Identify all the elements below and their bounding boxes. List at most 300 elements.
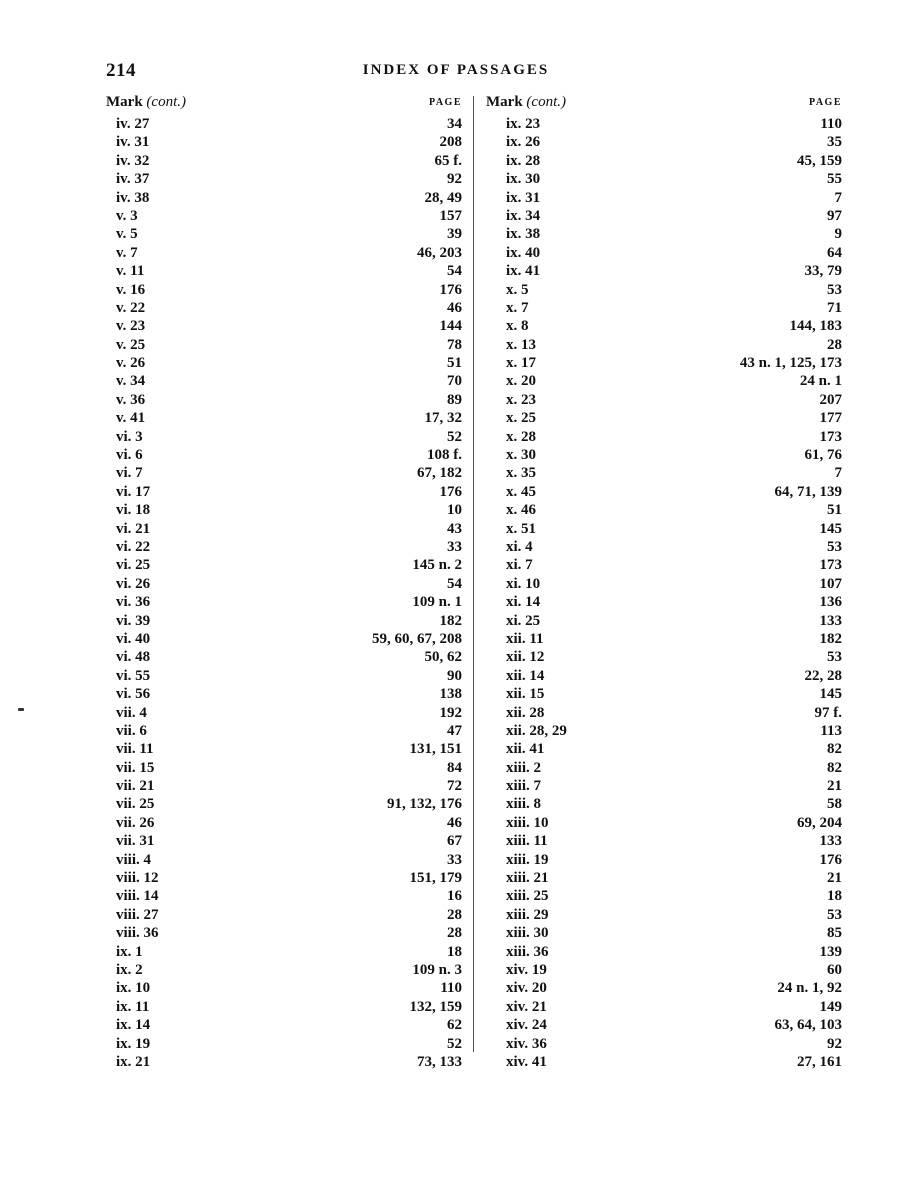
page-reference: 82	[827, 759, 842, 776]
page-reference: 136	[819, 594, 842, 611]
passage-reference: v. 3	[116, 207, 138, 224]
index-entry	[106, 1054, 462, 1072]
page-reference: 16	[447, 888, 462, 905]
index-entry	[106, 484, 462, 502]
index-entry	[486, 870, 842, 888]
passage-reference: v. 16	[116, 281, 146, 298]
page-reference: 24 n. 1, 92	[777, 980, 842, 997]
passage-reference: xii. 41	[506, 741, 545, 758]
passage-reference: ix. 19	[116, 1035, 151, 1052]
passage-reference: v. 36	[116, 391, 146, 408]
passage-reference: vii. 6	[116, 722, 147, 739]
page-reference: 91, 132, 176	[387, 796, 462, 813]
passage-reference: vi. 40	[116, 630, 151, 647]
index-entry	[106, 594, 462, 612]
page-reference: 133	[819, 612, 842, 629]
index-entry	[486, 134, 842, 152]
index-entry	[486, 999, 842, 1017]
passage-reference: vi. 18	[116, 502, 151, 519]
index-entry	[106, 796, 462, 814]
index-entry	[106, 631, 462, 649]
passage-reference: v. 34	[116, 373, 146, 390]
index-entry	[486, 815, 842, 833]
index-entry	[106, 263, 462, 281]
page-reference: 97	[827, 207, 842, 224]
page-reference: 107	[819, 575, 842, 592]
passage-reference: ix. 31	[506, 189, 541, 206]
index-entry	[486, 484, 842, 502]
passage-reference: v. 26	[116, 355, 146, 372]
page-reference: 61, 76	[804, 447, 842, 464]
index-entry	[106, 613, 462, 631]
column-title-book: Mark	[486, 94, 523, 110]
page-reference: 24 n. 1	[799, 373, 842, 390]
passage-reference: xi. 4	[506, 538, 533, 555]
index-entry	[486, 392, 842, 410]
page-reference: 46	[447, 814, 462, 831]
passage-reference: xiii. 19	[506, 851, 549, 868]
index-entry	[106, 668, 462, 686]
page-reference: 110	[820, 116, 842, 132]
page-reference: 78	[447, 336, 462, 353]
passage-reference: vi. 48	[116, 649, 151, 666]
page-reference: 65 f.	[434, 152, 462, 169]
passage-reference: x. 28	[506, 428, 536, 445]
page-reference: 182	[439, 612, 462, 629]
index-entries	[486, 116, 842, 1072]
passage-reference: vi. 36	[116, 594, 151, 611]
column-header	[106, 94, 462, 116]
index-entry	[106, 502, 462, 520]
page-reference: 28	[447, 906, 462, 923]
index-column-right	[486, 94, 842, 1072]
index-entry	[486, 631, 842, 649]
page-reference: 173	[819, 557, 842, 574]
index-entry	[486, 465, 842, 483]
page-reference: 72	[447, 778, 462, 795]
passage-reference: vii. 4	[116, 704, 147, 721]
index-entry	[106, 852, 462, 870]
page-reference: 176	[439, 281, 462, 298]
page-reference: 7	[834, 465, 842, 482]
page-reference: 17, 32	[424, 410, 462, 427]
index-entry	[486, 649, 842, 667]
index-entry	[106, 392, 462, 410]
page-reference: 132, 159	[409, 998, 462, 1015]
index-entry	[106, 686, 462, 704]
passage-reference: x. 25	[506, 410, 536, 427]
passage-reference: xi. 10	[506, 575, 541, 592]
page-reference: 139	[819, 943, 842, 960]
index-entry	[106, 171, 462, 189]
page-reference: 60	[827, 961, 842, 978]
passage-reference: ix. 14	[116, 1017, 151, 1034]
page-reference: 39	[447, 226, 462, 243]
index-entry	[106, 373, 462, 391]
page-reference: 53	[827, 538, 842, 555]
page-reference: 53	[827, 906, 842, 923]
passage-reference: x. 17	[506, 355, 536, 372]
index-entry	[106, 318, 462, 336]
passage-reference: ix. 34	[506, 207, 541, 224]
index-entry	[486, 208, 842, 226]
page-reference: 92	[447, 171, 462, 188]
page-reference: 28, 49	[424, 189, 462, 206]
page-reference: 33	[447, 851, 462, 868]
index-entry	[486, 1036, 842, 1054]
page-reference: 21	[827, 870, 842, 887]
index-entry	[106, 465, 462, 483]
index-entry	[486, 741, 842, 759]
column-divider	[473, 96, 474, 1052]
page-reference: 34	[447, 116, 462, 132]
page-reference: 21	[827, 778, 842, 795]
passage-reference: x. 5	[506, 281, 529, 298]
passage-reference: v. 7	[116, 244, 138, 261]
page-reference: 131, 151	[409, 741, 462, 758]
page-reference: 9	[834, 226, 842, 243]
passage-reference: xiii. 7	[506, 778, 542, 795]
index-entry	[106, 907, 462, 925]
passage-reference: ix. 40	[506, 244, 541, 261]
page-reference: 97 f.	[814, 704, 842, 721]
passage-reference: ix. 26	[506, 134, 541, 151]
page-reference: 18	[827, 888, 842, 905]
page-reference: 82	[827, 741, 842, 758]
passage-reference: vi. 22	[116, 538, 151, 555]
page-reference: 192	[439, 704, 462, 721]
page-reference: 45, 159	[797, 152, 842, 169]
passage-reference: xiv. 36	[506, 1035, 547, 1052]
passage-reference: x. 13	[506, 336, 536, 353]
passage-reference: iv. 27	[116, 116, 150, 132]
passage-reference: xiii. 30	[506, 925, 549, 942]
page-reference: 54	[447, 575, 462, 592]
page-reference: 109 n. 3	[412, 961, 462, 978]
passage-reference: ix. 23	[506, 116, 541, 132]
passage-reference: x. 7	[506, 299, 529, 316]
index-entry	[486, 282, 842, 300]
page-reference: 51	[447, 355, 462, 372]
page-reference: 108 f.	[427, 447, 462, 464]
index-column-left	[106, 94, 462, 1072]
passage-reference: xiv. 41	[506, 1053, 547, 1070]
page-reference: 70	[447, 373, 462, 390]
index-entry	[486, 521, 842, 539]
page-reference: 109 n. 1	[412, 594, 462, 611]
index-entry	[486, 852, 842, 870]
index-entry	[486, 300, 842, 318]
page-reference: 133	[819, 833, 842, 850]
index-entry	[106, 539, 462, 557]
page-reference: 10	[447, 502, 462, 519]
page-reference: 53	[827, 649, 842, 666]
page-reference: 46, 203	[417, 244, 462, 261]
passage-reference: ix. 1	[116, 943, 143, 960]
passage-reference: ix. 28	[506, 152, 541, 169]
passage-reference: vi. 6	[116, 447, 143, 464]
passage-reference: xiii. 10	[506, 814, 549, 831]
index-entry	[106, 190, 462, 208]
index-entry	[486, 833, 842, 851]
passage-reference: viii. 36	[116, 925, 159, 942]
index-entry	[106, 888, 462, 906]
index-entry	[106, 980, 462, 998]
passage-reference: x. 20	[506, 373, 536, 390]
passage-reference: x. 51	[506, 520, 536, 537]
passage-reference: xiii. 36	[506, 943, 549, 960]
page-reference: 22, 28	[804, 667, 842, 684]
index-entry	[486, 723, 842, 741]
passage-reference: ix. 11	[116, 998, 150, 1015]
page-reference: 113	[820, 722, 842, 739]
index-entry	[106, 282, 462, 300]
passage-reference: xiv. 21	[506, 998, 547, 1015]
page-reference: 89	[447, 391, 462, 408]
index-entry	[106, 962, 462, 980]
index-entry	[106, 944, 462, 962]
index-entry	[106, 760, 462, 778]
index-entry	[486, 116, 842, 134]
passage-reference: xii. 14	[506, 667, 545, 684]
index-entry	[486, 153, 842, 171]
passage-reference: xiii. 11	[506, 833, 548, 850]
index-entry	[106, 134, 462, 152]
index-entry	[486, 447, 842, 465]
page-reference: 67, 182	[417, 465, 462, 482]
index-entry	[486, 594, 842, 612]
passage-reference: xiii. 2	[506, 759, 542, 776]
index-entry	[486, 502, 842, 520]
index-entry	[486, 539, 842, 557]
index-entry	[106, 649, 462, 667]
index-entry	[486, 171, 842, 189]
index-entry	[106, 778, 462, 796]
passage-reference: xii. 28, 29	[506, 722, 567, 739]
passage-reference: vii. 26	[116, 814, 155, 831]
page-reference: 69, 204	[797, 814, 842, 831]
passage-reference: vi. 56	[116, 686, 151, 703]
passage-reference: xiii. 29	[506, 906, 549, 923]
page-reference: 47	[447, 722, 462, 739]
column-title-book: Mark	[106, 94, 143, 110]
page-reference: 71	[827, 299, 842, 316]
passage-reference: ix. 30	[506, 171, 541, 188]
index-entry	[486, 226, 842, 244]
page-reference: 64	[827, 244, 842, 261]
column-title	[486, 94, 566, 111]
passage-reference: xiv. 19	[506, 961, 547, 978]
index-entry	[486, 373, 842, 391]
page-reference: 149	[819, 998, 842, 1015]
index-entries	[106, 116, 462, 1072]
page-reference: 51	[827, 502, 842, 519]
index-entry	[106, 557, 462, 575]
page-reference: 55	[827, 171, 842, 188]
page-column-heading: PAGE	[808, 97, 842, 108]
passage-reference: v. 23	[116, 318, 146, 335]
index-entry	[106, 1036, 462, 1054]
index-entry	[486, 796, 842, 814]
passage-reference: xii. 28	[506, 704, 545, 721]
passage-reference: x. 35	[506, 465, 536, 482]
page-reference: 144, 183	[789, 318, 842, 335]
page-reference: 90	[447, 667, 462, 684]
passage-reference: xi. 14	[506, 594, 541, 611]
passage-reference: vi. 17	[116, 483, 151, 500]
running-title: INDEX OF PASSAGES	[362, 62, 550, 78]
passage-reference: v. 5	[116, 226, 138, 243]
page-reference: 208	[439, 134, 462, 151]
passage-reference: viii. 4	[116, 851, 152, 868]
index-entry	[486, 613, 842, 631]
page-reference: 7	[834, 189, 842, 206]
page-reference: 144	[439, 318, 462, 335]
passage-reference: viii. 27	[116, 906, 159, 923]
page-reference: 110	[440, 980, 462, 997]
passage-reference: vii. 21	[116, 778, 155, 795]
passage-reference: iv. 38	[116, 189, 150, 206]
index-entry	[486, 337, 842, 355]
passage-reference: xiii. 25	[506, 888, 549, 905]
page-reference: 182	[819, 630, 842, 647]
index-entry	[106, 300, 462, 318]
index-entry	[106, 925, 462, 943]
index-entry	[106, 337, 462, 355]
page-reference: 145	[819, 686, 842, 703]
index-entry	[486, 760, 842, 778]
page-reference: 151, 179	[409, 870, 462, 887]
index-entry	[486, 705, 842, 723]
passage-reference: ix. 21	[116, 1053, 151, 1070]
page-reference: 176	[439, 483, 462, 500]
page-reference: 138	[439, 686, 462, 703]
index-entry	[106, 833, 462, 851]
page-reference: 33, 79	[804, 263, 842, 280]
index-entry	[106, 245, 462, 263]
page-reference: 33	[447, 538, 462, 555]
page-reference: 62	[447, 1017, 462, 1034]
passage-reference: vi. 3	[116, 428, 143, 445]
passage-reference: x. 8	[506, 318, 529, 335]
passage-reference: v. 22	[116, 299, 146, 316]
index-entry	[486, 410, 842, 428]
passage-reference: ix. 38	[506, 226, 541, 243]
passage-reference: xii. 15	[506, 686, 545, 703]
page-reference: 64, 71, 139	[774, 483, 842, 500]
index-entry	[106, 576, 462, 594]
index-entry	[106, 741, 462, 759]
index-entry	[106, 705, 462, 723]
page-reference: 63, 64, 103	[774, 1017, 842, 1034]
passage-reference: v. 41	[116, 410, 146, 427]
column-title-cont: (cont.)	[526, 94, 566, 110]
passage-reference: iv. 32	[116, 152, 150, 169]
page-reference: 52	[447, 428, 462, 445]
page-reference: 28	[447, 925, 462, 942]
index-entry	[486, 557, 842, 575]
index-entry	[486, 355, 842, 373]
index-entry	[106, 355, 462, 373]
passage-reference: xii. 11	[506, 630, 544, 647]
index-entry	[106, 429, 462, 447]
page-reference: 176	[819, 851, 842, 868]
passage-reference: ix. 10	[116, 980, 151, 997]
passage-reference: vi. 25	[116, 557, 151, 574]
index-entry	[486, 925, 842, 943]
passage-reference: xi. 25	[506, 612, 541, 629]
passage-reference: xiv. 24	[506, 1017, 547, 1034]
page-reference: 173	[819, 428, 842, 445]
margin-mark	[18, 708, 24, 711]
page-reference: 84	[447, 759, 462, 776]
passage-reference: vi. 55	[116, 667, 151, 684]
index-entry	[106, 208, 462, 226]
page-reference: 92	[827, 1035, 842, 1052]
passage-reference: iv. 31	[116, 134, 150, 151]
index-entry	[106, 723, 462, 741]
index-entry	[486, 576, 842, 594]
passage-reference: x. 30	[506, 447, 536, 464]
page-reference: 59, 60, 67, 208	[372, 630, 462, 647]
page-reference: 46	[447, 299, 462, 316]
page-reference: 43	[447, 520, 462, 537]
passage-reference: vii. 25	[116, 796, 155, 813]
index-entry	[486, 778, 842, 796]
passage-reference: vi. 39	[116, 612, 151, 629]
page-reference: 157	[439, 207, 462, 224]
page-reference: 58	[827, 796, 842, 813]
passage-reference: ix. 2	[116, 961, 143, 978]
passage-reference: v. 25	[116, 336, 146, 353]
passage-reference: ix. 41	[506, 263, 541, 280]
index-entry	[486, 245, 842, 263]
page-reference: 50, 62	[424, 649, 462, 666]
passage-reference: v. 11	[116, 263, 145, 280]
index-entry	[106, 815, 462, 833]
index-entry	[486, 318, 842, 336]
index-entry	[486, 686, 842, 704]
passage-reference: viii. 12	[116, 870, 159, 887]
passage-reference: xii. 12	[506, 649, 545, 666]
column-title	[106, 94, 186, 111]
page-reference: 73, 133	[417, 1053, 462, 1070]
index-entry	[106, 521, 462, 539]
page-number: 214	[106, 60, 136, 81]
index-entry	[106, 999, 462, 1017]
passage-reference: xiii. 21	[506, 870, 549, 887]
page-reference: 53	[827, 281, 842, 298]
passage-reference: vii. 11	[116, 741, 154, 758]
index-entry	[486, 429, 842, 447]
passage-reference: vi. 7	[116, 465, 143, 482]
index-entry	[486, 668, 842, 686]
passage-reference: xi. 7	[506, 557, 533, 574]
index-entry	[486, 962, 842, 980]
page-reference: 43 n. 1, 125, 173	[739, 355, 842, 372]
page-reference: 18	[447, 943, 462, 960]
index-entry	[486, 980, 842, 998]
index-entry	[106, 1017, 462, 1035]
page-reference: 52	[447, 1035, 462, 1052]
index-entry	[106, 116, 462, 134]
passage-reference: vii. 15	[116, 759, 155, 776]
passage-reference: x. 45	[506, 483, 536, 500]
page-reference: 35	[827, 134, 842, 151]
index-entry	[106, 226, 462, 244]
passage-reference: iv. 37	[116, 171, 150, 188]
page-reference: 177	[819, 410, 842, 427]
